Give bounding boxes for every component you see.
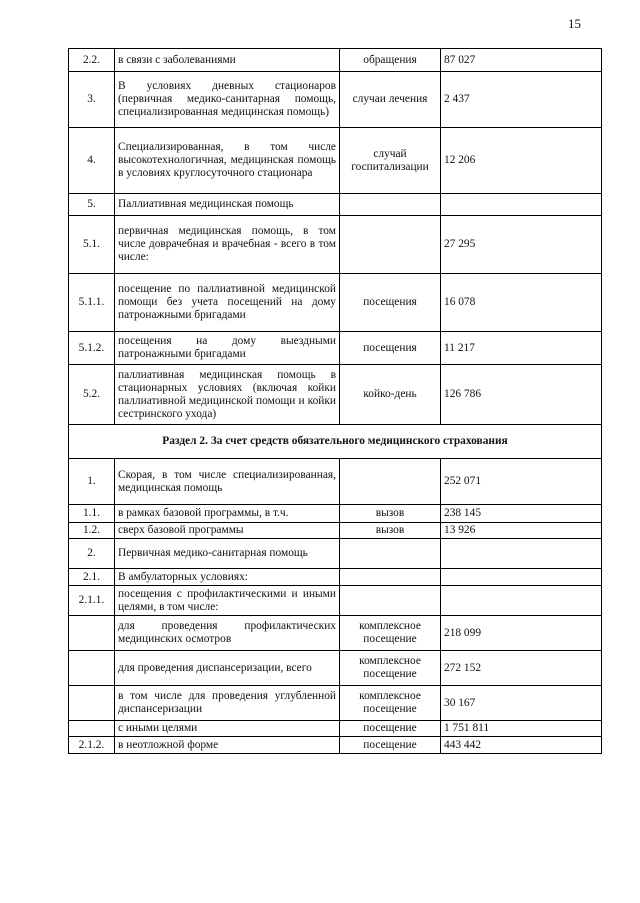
description-cell: В условиях дневных стационаров (первичная медико-санитарная помощь, специализированная медицинская помощь) bbox=[115, 72, 340, 128]
table-row bbox=[69, 586, 602, 616]
value-cell: 2 437 bbox=[441, 72, 602, 128]
table-body bbox=[69, 49, 602, 754]
value-cell bbox=[441, 539, 602, 569]
description-cell: для проведения диспансеризации, всего bbox=[115, 651, 340, 686]
unit-cell: посещения bbox=[340, 332, 441, 365]
description-cell: с иными целями bbox=[115, 721, 340, 737]
description-cell: посещение по паллиативной медицинской помощи без учета посещений на дому патронажными бригадами bbox=[115, 274, 340, 332]
description-cell: Паллиативная медицинская помощь bbox=[115, 194, 340, 216]
row-number-cell: 2.1.2. bbox=[69, 737, 115, 754]
page-number: 15 bbox=[568, 16, 581, 31]
table-row bbox=[69, 49, 602, 72]
services-volume-table bbox=[68, 48, 602, 754]
unit-cell: вызов bbox=[340, 523, 441, 539]
value-cell: 1 751 811 bbox=[441, 721, 602, 737]
unit-cell: комплексное посещение bbox=[340, 686, 441, 721]
value-cell: 252 071 bbox=[441, 459, 602, 505]
unit-cell: койко-день bbox=[340, 365, 441, 425]
unit-cell: комплексное посещение bbox=[340, 651, 441, 686]
table-row bbox=[69, 539, 602, 569]
table-row bbox=[69, 216, 602, 274]
unit-cell bbox=[340, 586, 441, 616]
unit-cell: случай госпитализации bbox=[340, 128, 441, 194]
value-cell: 27 295 bbox=[441, 216, 602, 274]
description-cell: Скорая, в том числе специализированная, медицинская помощь bbox=[115, 459, 340, 505]
description-cell: В амбулаторных условиях: bbox=[115, 569, 340, 586]
description-cell: первичная медицинская помощь, в том числе доврачебная и врачебная - всего в том числе: bbox=[115, 216, 340, 274]
unit-cell: комплексное посещение bbox=[340, 616, 441, 651]
description-cell: посещения на дому выездными патронажными бригадами bbox=[115, 332, 340, 365]
unit-cell: посещение bbox=[340, 721, 441, 737]
table-row bbox=[69, 194, 602, 216]
value-cell bbox=[441, 586, 602, 616]
row-number-cell: 1.1. bbox=[69, 505, 115, 523]
row-number-cell: 2.2. bbox=[69, 49, 115, 72]
value-cell: 238 145 bbox=[441, 505, 602, 523]
row-number-cell bbox=[69, 686, 115, 721]
unit-cell bbox=[340, 216, 441, 274]
unit-cell: вызов bbox=[340, 505, 441, 523]
value-cell: 126 786 bbox=[441, 365, 602, 425]
row-number-cell: 5.2. bbox=[69, 365, 115, 425]
table-row bbox=[69, 128, 602, 194]
value-cell: 12 206 bbox=[441, 128, 602, 194]
section-title: Раздел 2. За счет средств обязательного медицинского страхования bbox=[69, 425, 602, 459]
description-cell: паллиативная медицинская помощь в стационарных условиях (включая койки паллиативной медицинской помощи и койки сестринского ухода) bbox=[115, 365, 340, 425]
value-cell: 87 027 bbox=[441, 49, 602, 72]
description-cell: в рамках базовой программы, в т.ч. bbox=[115, 505, 340, 523]
table-row bbox=[69, 332, 602, 365]
value-cell: 16 078 bbox=[441, 274, 602, 332]
unit-cell: обращения bbox=[340, 49, 441, 72]
description-cell: сверх базовой программы bbox=[115, 523, 340, 539]
unit-cell bbox=[340, 569, 441, 586]
table-row bbox=[69, 686, 602, 721]
table-row bbox=[69, 721, 602, 737]
unit-cell bbox=[340, 539, 441, 569]
table-row bbox=[69, 459, 602, 505]
row-number-cell: 5. bbox=[69, 194, 115, 216]
description-cell: для проведения профилактических медицинских осмотров bbox=[115, 616, 340, 651]
row-number-cell: 2.1. bbox=[69, 569, 115, 586]
value-cell: 30 167 bbox=[441, 686, 602, 721]
value-cell: 272 152 bbox=[441, 651, 602, 686]
row-number-cell: 3. bbox=[69, 72, 115, 128]
row-number-cell: 5.1.1. bbox=[69, 274, 115, 332]
table-row bbox=[69, 651, 602, 686]
row-number-cell: 2.1.1. bbox=[69, 586, 115, 616]
value-cell: 443 442 bbox=[441, 737, 602, 754]
table-row bbox=[69, 569, 602, 586]
table-row bbox=[69, 523, 602, 539]
unit-cell bbox=[340, 459, 441, 505]
row-number-cell: 2. bbox=[69, 539, 115, 569]
row-number-cell: 1.2. bbox=[69, 523, 115, 539]
value-cell bbox=[441, 194, 602, 216]
description-cell: посещения с профилактическими и иными целями, в том числе: bbox=[115, 586, 340, 616]
section-header-row bbox=[69, 425, 602, 459]
description-cell: Первичная медико-санитарная помощь bbox=[115, 539, 340, 569]
row-number-cell: 4. bbox=[69, 128, 115, 194]
description-cell: в неотложной форме bbox=[115, 737, 340, 754]
row-number-cell: 5.1. bbox=[69, 216, 115, 274]
table-row bbox=[69, 737, 602, 754]
table-row bbox=[69, 505, 602, 523]
table-row bbox=[69, 274, 602, 332]
description-cell: в том числе для проведения углубленной диспансеризации bbox=[115, 686, 340, 721]
unit-cell bbox=[340, 194, 441, 216]
row-number-cell: 5.1.2. bbox=[69, 332, 115, 365]
value-cell: 13 926 bbox=[441, 523, 602, 539]
row-number-cell bbox=[69, 651, 115, 686]
row-number-cell: 1. bbox=[69, 459, 115, 505]
table-row bbox=[69, 365, 602, 425]
value-cell: 218 099 bbox=[441, 616, 602, 651]
table-row bbox=[69, 72, 602, 128]
description-cell: Специализированная, в том числе высокотехнологичная, медицинская помощь в условиях круглосуточного стационара bbox=[115, 128, 340, 194]
row-number-cell bbox=[69, 616, 115, 651]
table-row bbox=[69, 616, 602, 651]
unit-cell: посещения bbox=[340, 274, 441, 332]
unit-cell: посещение bbox=[340, 737, 441, 754]
description-cell: в связи с заболеваниями bbox=[115, 49, 340, 72]
value-cell: 11 217 bbox=[441, 332, 602, 365]
value-cell bbox=[441, 569, 602, 586]
unit-cell: случаи лечения bbox=[340, 72, 441, 128]
row-number-cell bbox=[69, 721, 115, 737]
